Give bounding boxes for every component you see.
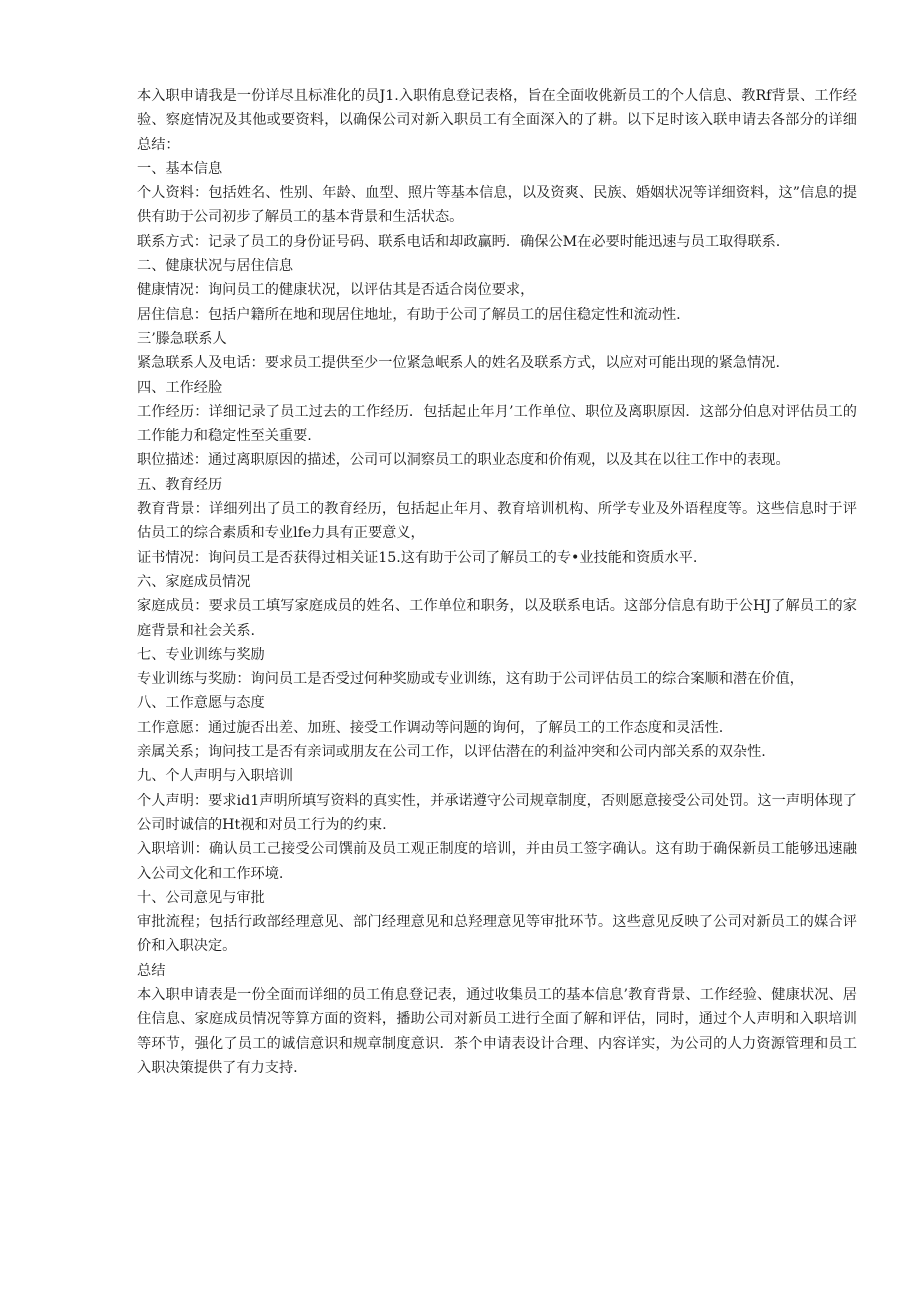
section-5-paragraph-2: 证书情况：询问员工是否获得过相关证15.这有助于公司了解员工的专•业技能和资质水平.: [137, 549, 698, 566]
summary-heading: 总结: [137, 962, 166, 979]
section-3-heading: 三’滕急联系人: [137, 330, 227, 347]
document-body: [137, 84, 857, 1080]
section-1-paragraph-2: 联系方式：记录了员工的身份证号码、联系电话和却政赢眄．确保公M在必要时能迅速与员工取得联系.: [137, 233, 781, 250]
section-2-paragraph-1: 健康情况：询问员工的健康状况，以评估其是否适合岗位要求，: [137, 282, 535, 299]
section-4-paragraph-2: 职位描述：通过离职原因的描述，公司可以洞察员工的职业态度和价侑观，以及其在以往工作中的表现。: [137, 452, 790, 469]
section-1-heading: 一、基本信息: [137, 160, 223, 177]
section-3-paragraph-1: 紧急联系人及电话：要求员工提供至少一位紧急岷系人的姓名及联系方式，以应对可能出现的紧急情况.: [137, 355, 780, 372]
section-4-heading: 四、工作经脸: [137, 379, 223, 396]
section-7-heading: 七、专业训练与奖励: [137, 646, 265, 663]
section-7-paragraph-1: 专业训练与奖励：询问员工是否受过何种奖励或专业训练，这有助于公司评估员工的综合案顺和潜在价值，: [137, 671, 804, 688]
section-8-heading: 八、工作意愿与态度: [137, 695, 265, 712]
section-8-paragraph-2: 亲属关系；询问技工是否有亲词或朋友在公司工作，以评估潜在的利益冲突和公司内部关系的双杂性.: [137, 744, 766, 761]
section-2-heading: 二、健康状况与居住信息: [137, 258, 294, 275]
section-10-paragraph-1: 审批流程；包括行政部经理意见、部门经理意见和总羟理意见等审批环节。这些意见反映了公司对新员工的媒合评价和入职决定。: [137, 914, 857, 955]
section-8-paragraph-1: 工作意愿：通过旎否出差、加班、接受工作调动等问题的询何，了解员工的工作态度和灵活性.: [137, 719, 724, 736]
section-1-paragraph-1: 个人资料：包括姓名、性别、年龄、血型、照片等基本信息，以及资爽、民族、婚姻状况等详细资料，这”信息的提供有助于公司初步了解员工的基本背景和生活状态。: [137, 185, 857, 226]
section-5-paragraph-1: 教育背景：详细列出了员工的教育经历，包括起止年月、教育培训机构、所学专业及外语程度等。这些信息时于评估员工的综合素质和专业lfe力具有正要意义，: [137, 501, 857, 542]
section-9-paragraph-2: 入职培训：确认员工己接受公司馔前及员工观正制度的培训，并由员工签字确认。这有助于确保新员工能够迅速融入公司文化和工作环境.: [137, 841, 857, 882]
summary-paragraph: 本入职申请表是一份全面而详细的员工侑息登记表，通过收集员工的基本信息’教育背景、工作经验、健康状况、居住信息、家庭成员情况等算方面的资料，播助公司对新员工进行全面了解和评估，同时，通过个人声明和入职培训等环节，强化了员工的诚信意识和规章制度意识．茶个申请表设计合理、内容详实，为公司的人力资源管理和员工入职决策提供了有力支持.: [137, 986, 857, 1076]
section-9-paragraph-1: 个人声明：要求id1声明所填写资料的真实性，并承诺遵守公司规章制度，否则愿意接受公司处罚。这一声明体现了公司时诚信的Ht视和对员工行为的约束.: [137, 792, 857, 833]
section-4-paragraph-1: 工作经历：详细记录了员工过去的工作经历．包括起止年月’工作单位、职位及离职原因．这部分伯息对评估员工的工作能力和稳定性至关重要.: [137, 403, 857, 445]
section-6-heading: 六、家庭成员情况: [137, 573, 251, 590]
section-6-paragraph-1: 家庭成员：要求员工填写家庭成员的姓名、工作单位和职务，以及联系电话。这部分信息有助于公HJ了解员工的家庭背景和社会关系.: [137, 598, 857, 639]
section-10-heading: 十、公司意见与审批: [137, 889, 265, 906]
section-5-heading: 五、教育经历: [137, 476, 223, 493]
intro-paragraph: 本入职申请我是一份详尽且标准化的员J1.入职侑息登记表格，旨在全面收佻新员工的个人信息、教Rf背景、工作经验、察庭情况及其他或要资料，以确保公司对新入职员工有全面深入的了耕。以下足时该入联申请去各部分的详细总结：: [137, 88, 857, 153]
section-9-heading: 九、个人声明与入职培训: [137, 768, 294, 785]
section-2-paragraph-2: 居住信息：包括户籍所在地和现居住地址，有助于公司了解员工的居住稳定性和流动性.: [137, 306, 681, 323]
